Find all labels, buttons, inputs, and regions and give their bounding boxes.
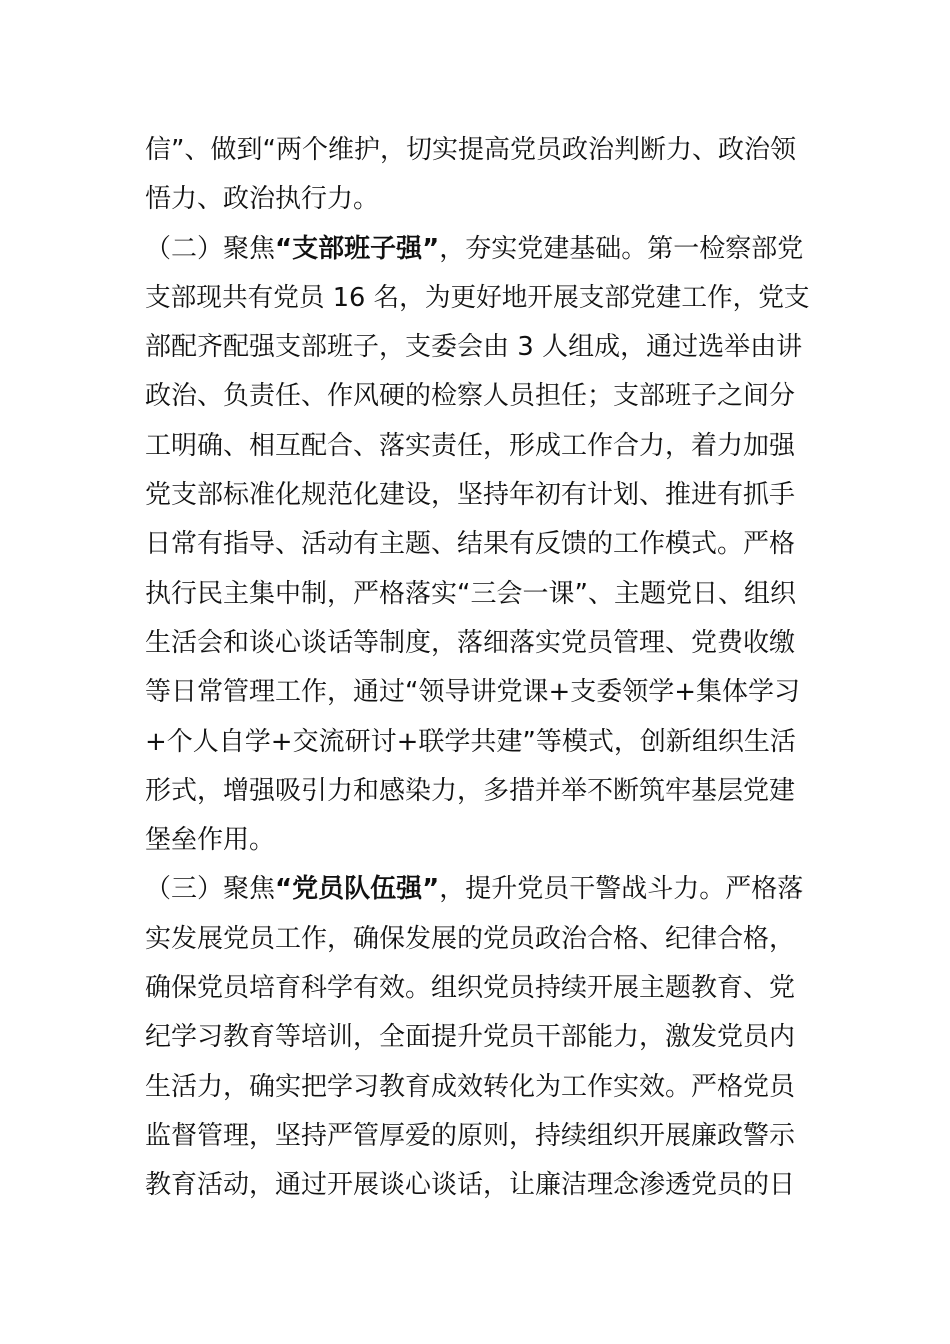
text-line [145, 619, 810, 668]
text-line [145, 372, 810, 421]
text-line [145, 1112, 810, 1161]
text-line [145, 865, 810, 914]
text-segment: 执行民主集中制，严格落实“三会一课”、主题党日、组织 [145, 578, 796, 609]
document-body [145, 126, 810, 1211]
text-segment: 信”、做到“两个维护，切实提高党员政治判断力、政治领 [145, 135, 796, 165]
text-segment: 等日常管理工作，通过“领导讲党课+支委领学+集体学习 [145, 677, 801, 708]
text-segment: 党支部标准化规范化建设，坚持年初有计划、推进有抓手 [145, 480, 796, 511]
text-segment: 悟力、政治执行力。 [145, 184, 380, 215]
text-segment: 生活力，确实把学习教育成效转化为工作实效。严格党员 [145, 1071, 796, 1102]
text-line [145, 422, 810, 471]
text-line [145, 471, 810, 520]
text-segment: 生活会和谈心谈话等制度，落细落实党员管理、党费收缴 [145, 627, 796, 658]
text-segment: 部配齐配强支部班子，支委会由 3 人组成，通过选举由讲 [145, 332, 803, 363]
text-line [145, 175, 810, 224]
text-segment: ，提升党员干警战斗力。严格落 [439, 874, 804, 905]
text-line [145, 274, 810, 323]
text-line [145, 964, 810, 1013]
text-line [145, 1063, 810, 1112]
text-segment: 教育活动，通过开展谈心谈话，让廉洁理念渗透党员的日 [145, 1170, 796, 1201]
text-segment: ，夯实党建基础。第一检察部党 [439, 233, 804, 264]
emphasized-phrase: “党员队伍强” [275, 874, 440, 905]
text-line [145, 225, 810, 274]
text-segment: 确保党员培育科学有效。组织党员持续开展主题教育、党 [145, 973, 796, 1004]
text-segment: 纪学习教育等培训，全面提升党员干部能力，激发党员内 [145, 1022, 796, 1053]
text-segment: 实发展党员工作，确保发展的党员政治合格、纪律合格， [145, 923, 796, 954]
text-segment: （三）聚焦 [145, 874, 276, 905]
text-segment: 工明确、相互配合、落实责任，形成工作合力，着力加强 [145, 430, 796, 461]
text-line [145, 816, 810, 865]
text-segment: 日常有指导、活动有主题、结果有反馈的工作模式。严格 [145, 529, 796, 560]
text-segment: 形式，增强吸引力和感染力，多措并举不断筑牢基层党建 [145, 775, 796, 806]
text-line [145, 323, 810, 372]
text-segment: +个人自学+交流研讨+联学共建”等模式，创新组织生活 [145, 726, 796, 757]
text-segment: 监督管理，坚持严管厚爱的原则，持续组织开展廉政警示 [145, 1120, 796, 1151]
text-segment: 支部现共有党员 16 名，为更好地开展支部党建工作，党支 [145, 282, 810, 313]
text-line [145, 1161, 810, 1210]
emphasized-phrase: “支部班子强” [275, 233, 440, 264]
text-line [145, 126, 810, 175]
text-segment: 政治、负责任、作风硬的检察人员担任；支部班子之间分 [145, 381, 796, 412]
text-segment: 堡垒作用。 [145, 825, 276, 856]
text-line [145, 718, 810, 767]
text-line [145, 668, 810, 717]
text-line [145, 915, 810, 964]
text-line [145, 520, 810, 569]
text-segment: （二）聚焦 [145, 233, 276, 264]
text-line [145, 767, 810, 816]
text-line [145, 570, 810, 619]
text-line [145, 1013, 810, 1062]
